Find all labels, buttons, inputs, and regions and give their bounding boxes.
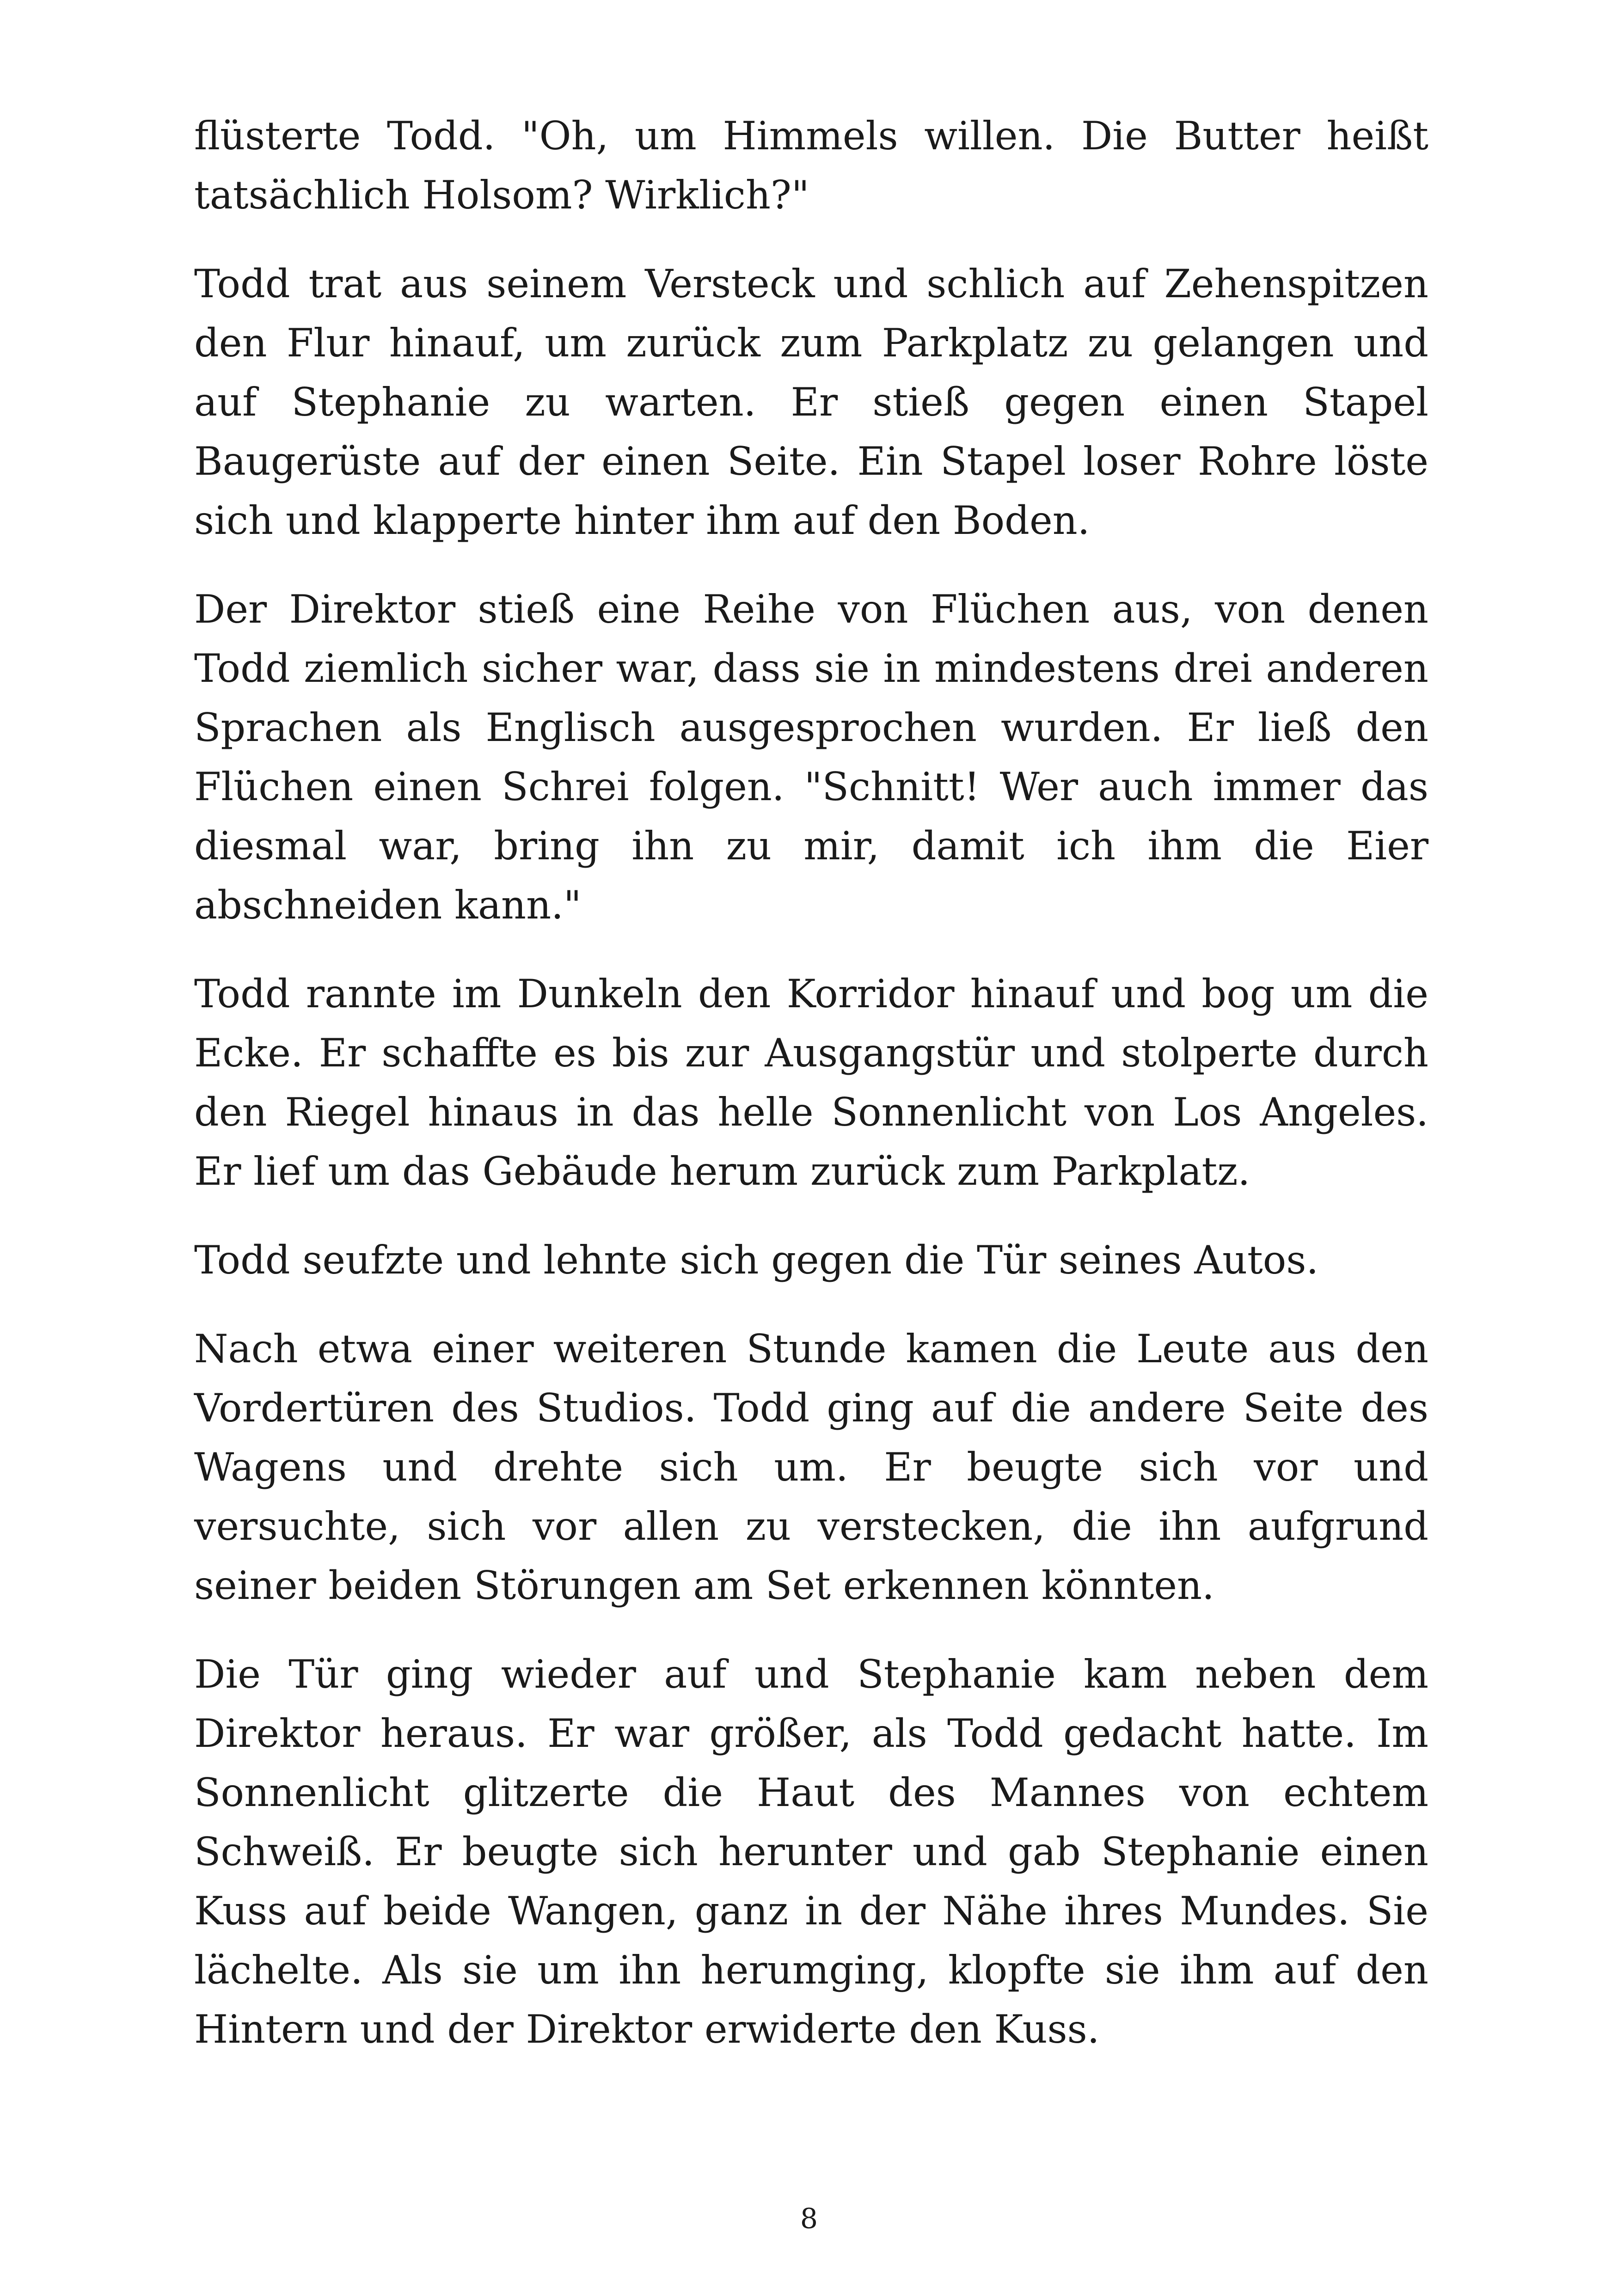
body-text <box>194 106 1428 2088</box>
paragraph-4: Todd rannte im Dunkeln den Korridor hinauf und bog um die Ecke. Er schaffte es bis zur Ausgangstür und stolperte durch den Riegel hinaus in das helle Sonnenlicht von Los Angeles. Er lief um das Gebäude herum zurück zum Parkplatz. <box>194 971 1428 1194</box>
paragraph-7: Die Tür ging wieder auf und Stephanie kam neben dem Direktor heraus. Er war größer, als Todd gedacht hatte. Im Sonnenlicht glitzerte die Haut des Mannes von echtem Schweiß. Er beugte sich herunter und gab Stephanie einen Kuss auf beide Wangen, ganz in der Nähe ihres Mundes. Sie lächelte. Als sie um ihn herumging, klopfte sie ihm auf den Hintern und der Direktor erwiderte den Kuss. <box>194 1652 1428 2052</box>
paragraph-1: flüsterte Todd. "Oh, um Himmels willen. Die Butter heißt tatsächlich Holsom? Wirklich?" <box>194 113 1428 218</box>
paragraph-6: Nach etwa einer weiteren Stunde kamen die Leute aus den Vordertüren des Studios. Todd ging auf die andere Seite des Wagens und drehte sich um. Er beugte sich vor und versuchte, sich vor allen zu verstecken, die ihn aufgrund seiner beiden Störungen am Set erkennen könnten. <box>194 1326 1428 1608</box>
paragraph-2: Todd trat aus seinem Versteck und schlich auf Zehenspitzen den Flur hinauf, um zurück zum Parkplatz zu gelangen und auf Stephanie zu warten. Er stieß gegen einen Stapel Baugerüste auf der einen Seite. Ein Stapel loser Rohre löste sich und klapperte hinter ihm auf den Boden. <box>194 261 1428 543</box>
paragraph-3: Der Direktor stieß eine Reihe von Flüchen aus, von denen Todd ziemlich sicher war, dass sie in mindestens drei anderen Sprachen als Englisch ausgesprochen wurden. Er ließ den Flüchen einen Schrei folgen. "Schnitt! Wer auch immer das diesmal war, bring ihn zu mir, damit ich ihm die Eier abschneiden kann." <box>194 587 1428 928</box>
page-number: 8 <box>800 2203 818 2235</box>
paragraph-5: Todd seufzte und lehnte sich gegen die Tür seines Autos. <box>194 1237 1319 1283</box>
